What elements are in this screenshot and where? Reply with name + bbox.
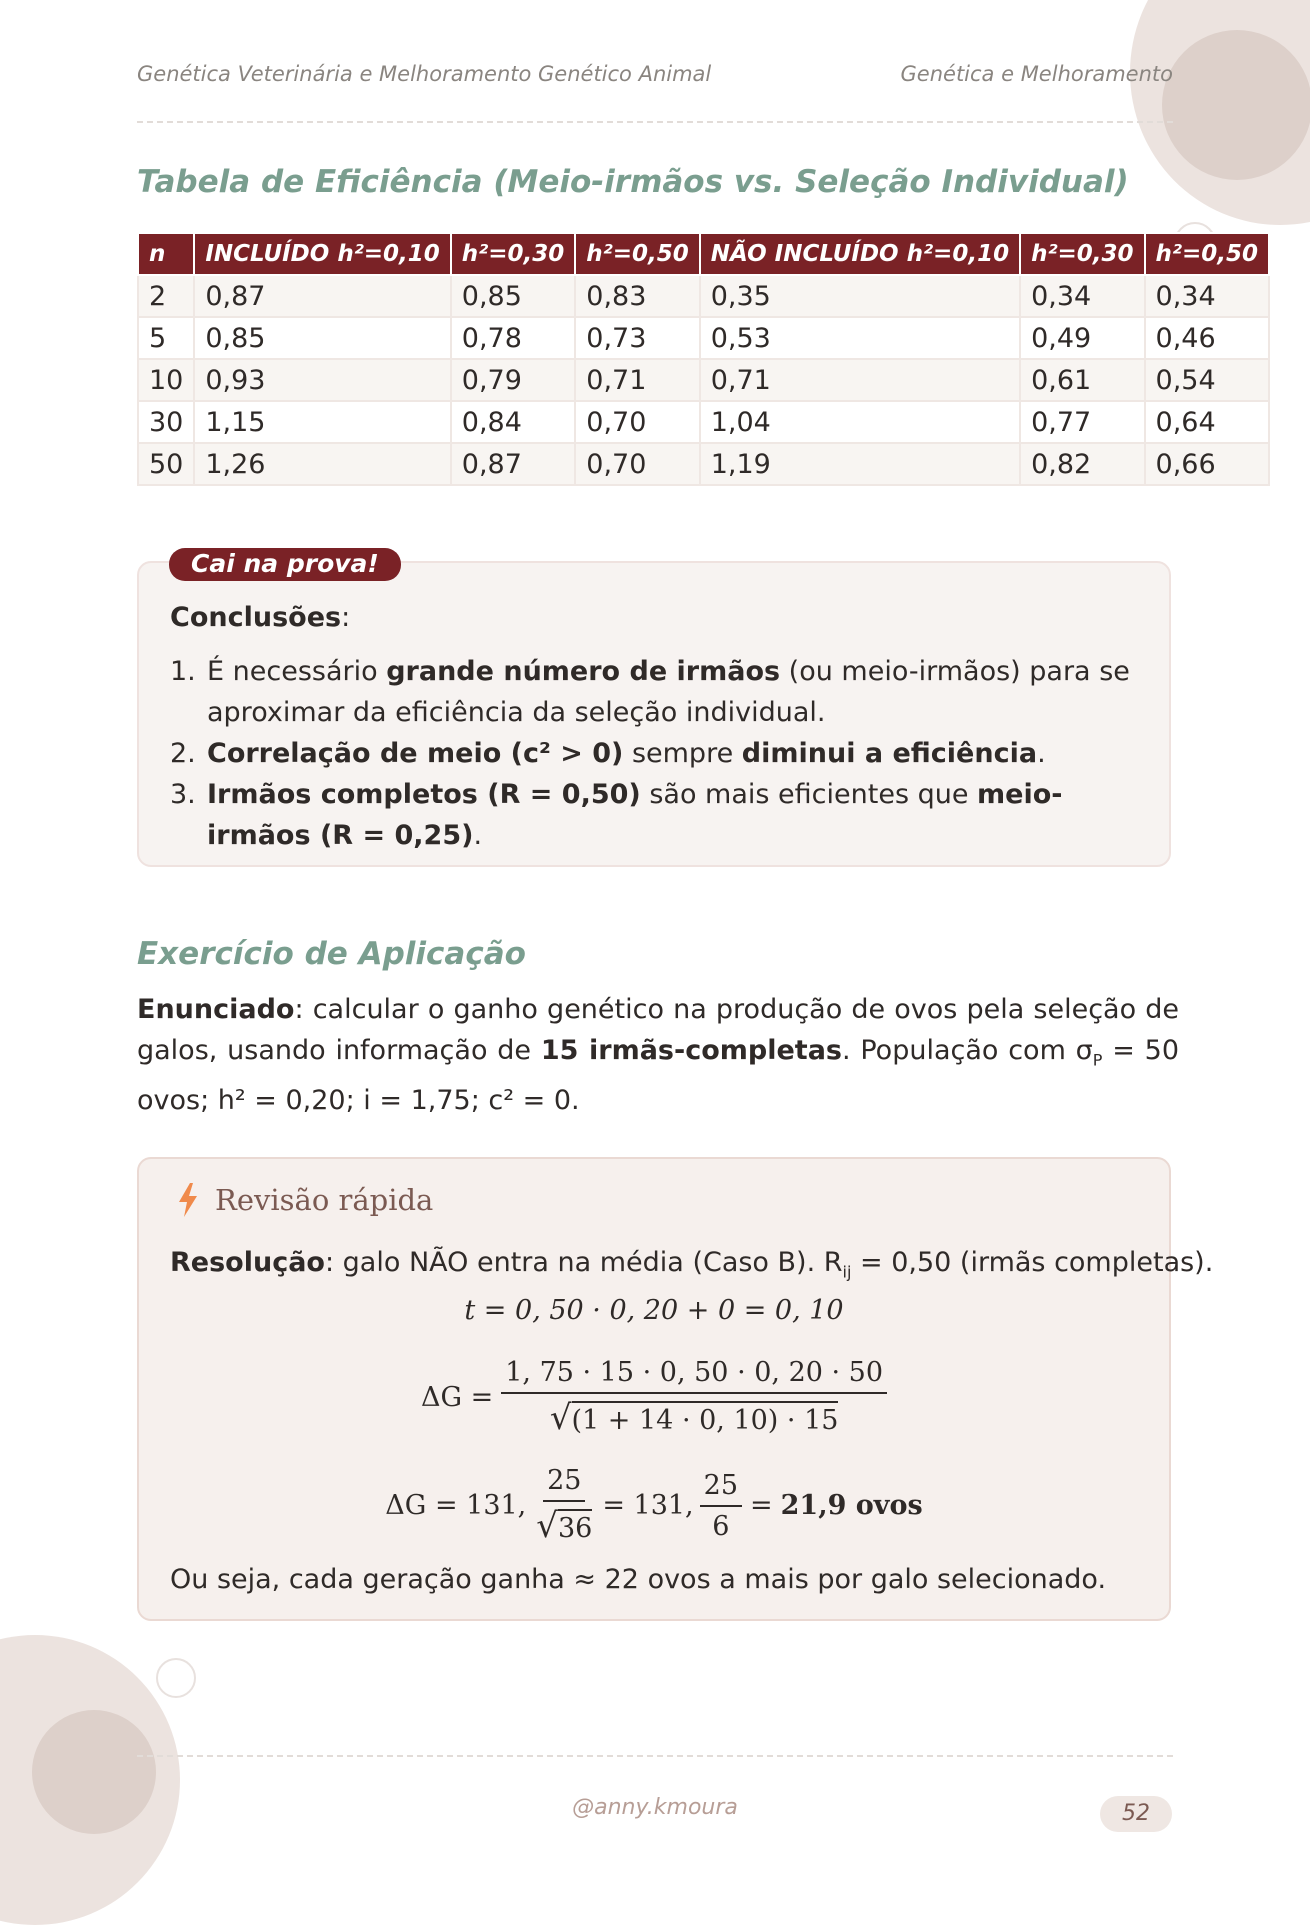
- exercise-text-c: = 50 ovos; h² = 0,20; i = 1,75; c² = 0.: [137, 1035, 1180, 1117]
- exam-heading: Conclusões: [170, 602, 342, 633]
- table-cell: 0,85: [194, 317, 450, 359]
- table-header-cell: NÃO INCLUÍDO h²=0,10: [700, 233, 1020, 275]
- table-body: [138, 275, 1269, 485]
- resolution-label: Resolução: [170, 1247, 325, 1278]
- conclusion-item: [170, 774, 1160, 856]
- header-divider: [137, 121, 1173, 123]
- resolution-text-a: : galo NÃO entra na média (Caso B). R: [324, 1247, 843, 1278]
- table-row: [138, 443, 1269, 485]
- table-cell: 50: [138, 443, 194, 485]
- eq2-denominator: [546, 1394, 843, 1438]
- efficiency-table-wrap: [137, 232, 1259, 486]
- table-cell: 0,83: [575, 275, 699, 317]
- table-cell: 0,71: [575, 359, 699, 401]
- eq3-f2-den: 6: [712, 1510, 730, 1542]
- exam-heading-colon: :: [341, 602, 351, 633]
- eq3-mid: = 131,: [602, 1490, 694, 1521]
- eq3-result: 21,9 ovos: [780, 1490, 923, 1521]
- table-header-cell: h²=0,50: [575, 233, 699, 275]
- table-cell: 1,19: [700, 443, 1020, 485]
- equation-result: [139, 1465, 1169, 1546]
- table-row: [138, 401, 1269, 443]
- equation-t: t = 0, 50 · 0, 20 + 0 = 0, 10: [464, 1295, 844, 1326]
- table-header-cell: INCLUÍDO h²=0,10: [194, 233, 450, 275]
- eq3-fraction-2: [700, 1470, 742, 1542]
- conclusion-plain: (ou meio-irmãos) para se aproximar da eficiência da seleção individual.: [207, 656, 1130, 728]
- page-number-badge: 52: [1100, 1796, 1172, 1832]
- conclusion-text: [207, 774, 1160, 856]
- table-cell: 0,54: [1145, 359, 1269, 401]
- conclusion-bold: grande número de irmãos: [386, 656, 781, 687]
- table-cell: 0,87: [451, 443, 575, 485]
- decor-circle-top-right-inner: [1162, 30, 1310, 180]
- efficiency-table: [137, 232, 1270, 486]
- table-row: [138, 359, 1269, 401]
- table-cell: 0,70: [575, 401, 699, 443]
- eq3-f1-den: [532, 1502, 596, 1546]
- table-cell: 0,84: [451, 401, 575, 443]
- conclusion-bold: diminui a eficiência: [741, 738, 1038, 769]
- exam-heading-line: [170, 597, 350, 638]
- conclusion-item: [170, 733, 1160, 774]
- table-header-cell: n: [138, 233, 194, 275]
- sqrt-symbol: √: [549, 1398, 572, 1438]
- exam-callout: [137, 549, 1171, 867]
- resolution-text-b: = 0,50 (irmãs completas).: [851, 1247, 1214, 1278]
- table-header-cell: h²=0,30: [451, 233, 575, 275]
- lightning-icon: [177, 1183, 199, 1217]
- table-cell: 0,85: [451, 275, 575, 317]
- conclusion-bold: Correlação de meio (c² > 0): [207, 738, 624, 769]
- exercise-label: Enunciado: [137, 994, 295, 1025]
- table-cell: 0,71: [700, 359, 1020, 401]
- table-cell: 10: [138, 359, 194, 401]
- exercise-text-a: : calcular o ganho genético na produção de ovos pela seleção de galos, usando informação de: [137, 994, 1179, 1066]
- resolution-line: [170, 1242, 1213, 1292]
- table-cell: 0,87: [194, 275, 450, 317]
- conclusion-bold: meio-irmãos (R = 0,25): [207, 779, 1063, 851]
- review-title: Revisão rápida: [215, 1183, 434, 1217]
- conclusion-number: 3.: [170, 779, 196, 810]
- eq3-f1-num: 25: [543, 1465, 585, 1502]
- exam-badge: Cai na prova!: [169, 548, 401, 581]
- table-cell: 0,82: [1020, 443, 1144, 485]
- table-cell: 2: [138, 275, 194, 317]
- eq2-radicand: (1 + 14 · 0, 10) · 15: [572, 1401, 839, 1436]
- conclusion-text: [207, 651, 1160, 733]
- table-cell: 5: [138, 317, 194, 359]
- table-header-row: [138, 233, 1269, 275]
- table-cell: 0,64: [1145, 401, 1269, 443]
- eq2-numerator: 1, 75 · 15 · 0, 50 · 0, 20 · 50: [501, 1357, 887, 1394]
- conclusion-plain: sempre: [623, 738, 742, 769]
- exercise-text-b: . População com σ: [841, 1035, 1093, 1066]
- exercise-statement: [137, 989, 1179, 1121]
- exercise-title: Exercício de Aplicação: [137, 936, 526, 972]
- eq3-f2-num: 25: [700, 1470, 742, 1507]
- footer-handle: @anny.kmoura: [572, 1795, 738, 1820]
- table-cell: 30: [138, 401, 194, 443]
- conclusions-list: [170, 651, 1160, 856]
- exercise-sub: P: [1092, 1050, 1103, 1070]
- eq3-fraction-1: [532, 1465, 596, 1546]
- table-cell: 0,78: [451, 317, 575, 359]
- conclusion-plain: .: [473, 820, 483, 851]
- exercise-bold: 15 irmãs-completas: [540, 1035, 842, 1066]
- table-cell: 1,26: [194, 443, 450, 485]
- eq2-lhs: ΔG =: [420, 1382, 494, 1413]
- table-cell: 0,73: [575, 317, 699, 359]
- table-cell: 0,61: [1020, 359, 1144, 401]
- conclusion-text: [207, 733, 1160, 774]
- review-title-row: [177, 1183, 433, 1217]
- conclusion-plain: são mais eficientes que: [640, 779, 978, 810]
- conclusion-item: [170, 651, 1160, 733]
- conclusion-plain: É necessário: [207, 656, 387, 687]
- table-cell: 0,77: [1020, 401, 1144, 443]
- conclusion-bold: Irmãos completos (R = 0,50): [207, 779, 641, 810]
- table-cell: 0,35: [700, 275, 1020, 317]
- conclusion-number: 1.: [170, 656, 196, 687]
- table-cell: 0,34: [1145, 275, 1269, 317]
- sqrt-symbol: √: [536, 1506, 558, 1546]
- table-row: [138, 275, 1269, 317]
- review-box: [137, 1157, 1214, 1621]
- conclusion-number: 2.: [170, 738, 196, 769]
- table-cell: 0,79: [451, 359, 575, 401]
- table-header-cell: h²=0,30: [1020, 233, 1144, 275]
- review-conclusion: Ou seja, cada geração ganha ≈ 22 ovos a mais por galo selecionado.: [170, 1564, 1107, 1595]
- table-cell: 0,34: [1020, 275, 1144, 317]
- header-right: Genética e Melhoramento: [900, 62, 1173, 86]
- table-header-cell: h²=0,50: [1145, 233, 1269, 275]
- table-cell: 0,93: [194, 359, 450, 401]
- table-cell: 0,49: [1020, 317, 1144, 359]
- decor-ring-small-bottom: [156, 1658, 196, 1698]
- table-cell: 1,15: [194, 401, 450, 443]
- table-cell: 0,46: [1145, 317, 1269, 359]
- table-cell: 0,66: [1145, 443, 1269, 485]
- header-left: Genética Veterinária e Melhoramento Genético Animal: [137, 62, 712, 86]
- eq3-equals: =: [750, 1490, 773, 1521]
- eq2-fraction: [501, 1357, 887, 1438]
- table-row: [138, 317, 1269, 359]
- table-title: Tabela de Eficiência (Meio-irmãos vs. Seleção Individual): [137, 164, 1129, 200]
- table-cell: 0,70: [575, 443, 699, 485]
- eq3-lhs: ΔG = 131,: [385, 1490, 527, 1521]
- conclusion-plain: .: [1037, 738, 1046, 769]
- eq3-f1-radicand: 36: [558, 1509, 592, 1544]
- resolution-sub: ij: [842, 1262, 852, 1282]
- table-cell: 0,53: [700, 317, 1020, 359]
- footer-divider: [137, 1755, 1173, 1757]
- equation-delta-g: [139, 1357, 1169, 1438]
- table-cell: 1,04: [700, 401, 1020, 443]
